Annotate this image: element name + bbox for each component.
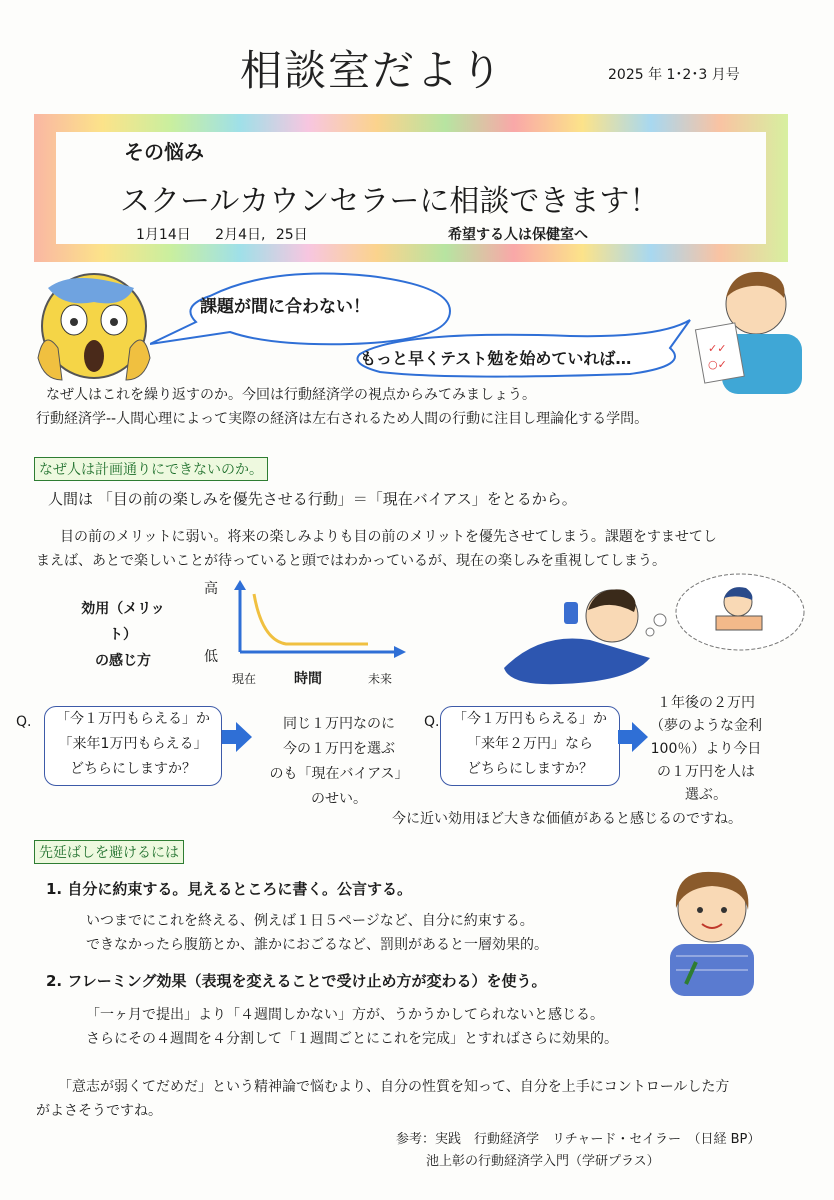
q2-line1: 「今１万円もらえる」か: [453, 711, 607, 727]
reference-1: 参考：実践 行動経済学 リチャード・セイラー （日経 BP）: [396, 1132, 761, 1147]
writing-girl-icon: [656, 864, 766, 1004]
worried-student-icon: [692, 264, 812, 394]
q2-line3: どちらにしますか？: [467, 761, 593, 777]
a1-line4: のせい。: [311, 791, 367, 807]
intro-line-2: 行動経済学--人間心理によって実際の経済は左右されるため人間の行動に注目し理論化する学問。: [36, 411, 649, 427]
conclusion-line-1: 「意志が弱くてだめだ」という精神論で悩むより、自分の性質を知って、自分を上手にコントロールした方: [58, 1079, 730, 1095]
question-box-1: [44, 706, 222, 786]
question-mark-1: Q.: [16, 714, 32, 730]
speech-bubble-1: 課題が間に合わない！: [200, 297, 370, 317]
section-label-avoid: 先延ばしを避けるには: [34, 840, 184, 864]
a2-line3: 100％）より今日: [650, 741, 762, 757]
question-mark-2: Q.: [424, 714, 440, 730]
tip-1-line-1: いつまでにこれを終える、例えば１日５ページなど、自分に約束する。: [86, 913, 534, 929]
answer-2: [648, 692, 764, 807]
banner-heading: その悩み: [124, 140, 204, 164]
graph-y-label-line1: 効用（メリット）: [81, 601, 165, 643]
utility-graph: [228, 580, 408, 668]
svg-text:○✓: ○✓: [708, 358, 727, 371]
page-title: 相談室だより: [240, 46, 505, 95]
a1-line2: 今の１万円を選ぶ: [283, 741, 395, 757]
questions-closing: 今に近い効用ほど大きな価値があると感じるのですね。: [392, 811, 742, 827]
paragraph-line-2: まえば、あとで楽しいことが待っていると頭ではわかっているが、現在の楽しみを重視してしまう。: [36, 553, 666, 569]
question-box-2: [440, 706, 620, 786]
svg-text:✓✓: ✓✓: [708, 342, 727, 355]
q1-line1: 「今１万円もらえる」か: [56, 711, 210, 727]
graph-y-label-line2: の感じ方: [95, 653, 151, 669]
a2-line4: の１万円を人は: [657, 764, 755, 780]
q1-line2: 「来年1万円もらえる」: [58, 736, 208, 752]
banner-note: 希望する人は保健室へ: [448, 227, 588, 243]
banner-dates: 1月14日 2月4日, 25日: [136, 227, 308, 243]
graph-time-label: 時間: [294, 671, 322, 687]
scream-face-icon: [34, 268, 154, 392]
graph-high-label: 高: [204, 581, 218, 597]
tip-1-heading: 1. 自分に約束する。見えるところに書く。公言する。: [46, 880, 413, 898]
reference-2: 池上彰の行動経済学入門（学研プラス）: [426, 1154, 660, 1169]
graph-now-label: 現在: [232, 672, 257, 686]
conclusion-line-2: がよさそうですね。: [36, 1103, 162, 1119]
speech-bubble-2: もっと早くテスト勉を始めていれば…: [360, 349, 632, 368]
arrow-right-icon: [222, 722, 252, 752]
answer-1: [258, 712, 420, 812]
banner-main: スクールカウンセラーに相談できます！: [120, 184, 660, 219]
a2-line5: 選ぶ。: [684, 787, 728, 803]
a2-line1: １年後の２万円: [657, 695, 755, 711]
a1-line1: 同じ１万円なのに: [283, 716, 395, 732]
intro-line-1: なぜ人はこれを繰り返すのか。今回は行動経済学の視点からみてみましょう。: [46, 387, 536, 403]
tip-2-line-2: さらにその４週間を４分割して「１週間ごとにこれを完成」とすればさらに効果的。: [86, 1031, 618, 1047]
issue-date: 2025 年 1･2･3 月号: [608, 67, 740, 83]
paragraph-line-1: 目の前のメリットに弱い。将来の楽しみよりも目の前のメリットを優先させてしまう。課題をすませてし: [60, 529, 717, 545]
boy-with-phone-icon: [500, 572, 810, 692]
q2-line2: 「来年２万円」なら: [467, 736, 593, 752]
arrow-right-icon: [618, 722, 648, 752]
graph-y-label: [76, 596, 170, 674]
present-bias-statement: 人間は 「目の前の楽しみを優先させる行動」＝「現在バイアス」をとるから。: [48, 490, 577, 508]
graph-future-label: 未来: [368, 672, 393, 686]
a2-line2: （夢のような金利: [650, 718, 762, 734]
tip-2-line-1: 「一ヶ月で提出」より「４週間しかない」方が、うかうかしてられないと感じる。: [86, 1007, 604, 1023]
a1-line3: のも「現在バイアス」: [269, 766, 409, 782]
tip-2-heading: 2. フレーミング効果（表現を変えることで受け止め方が変わる）を使う。: [46, 972, 547, 990]
q1-line3: どちらにしますか？: [70, 761, 196, 777]
graph-low-label: 低: [204, 649, 218, 665]
tip-1-line-2: できなかったら腹筋とか、誰かにおごるなど、罰則があると一層効果的。: [86, 937, 548, 953]
section-label-why: なぜ人は計画通りにできないのか。: [34, 457, 268, 481]
